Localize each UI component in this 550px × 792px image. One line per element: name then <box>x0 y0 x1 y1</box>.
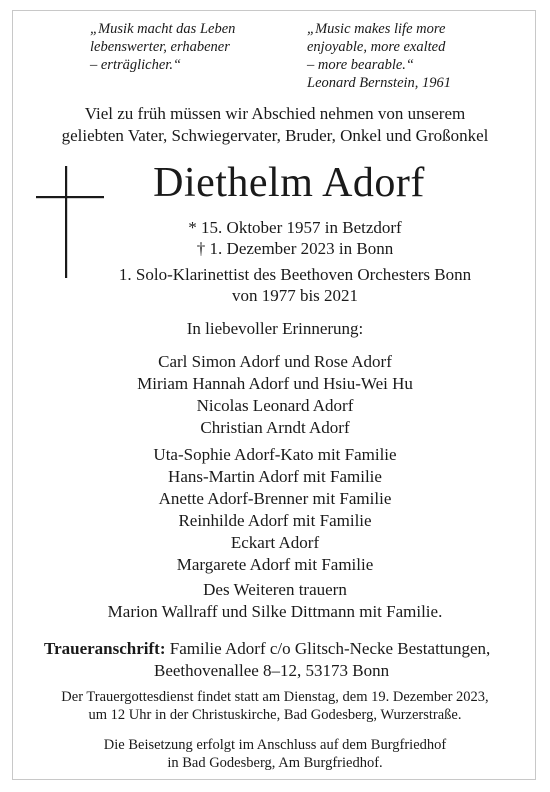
family-member: Christian Arndt Adorf <box>200 418 350 437</box>
quote-line: „Music makes life more <box>307 21 446 37</box>
other-mourners <box>0 579 550 623</box>
service-line: um 12 Uhr in der Christuskirche, Bad Godesberg, Wurzerstraße. <box>88 707 462 723</box>
quote-german <box>90 20 235 74</box>
family-group-extended <box>0 444 550 576</box>
service-line: Der Trauergottesdienst findet statt am Dienstag, dem 19. Dezember 2023, <box>61 689 489 705</box>
quote-attribution: Leonard Bernstein, 1961 <box>307 75 452 91</box>
quote-line: „Musik macht das Leben <box>90 21 236 37</box>
mourners-line: Des Weiteren trauern <box>203 580 347 599</box>
intro-line: Viel zu früh müssen wir Abschied nehmen von unserem <box>84 104 466 123</box>
quote-line: – erträglicher.“ <box>90 57 182 73</box>
family-member: Eckart Adorf <box>230 533 320 552</box>
intro-line: geliebten Vater, Schwiegervater, Bruder, Onkel und Großonkel <box>61 126 489 145</box>
family-member: Margarete Adorf mit Familie <box>176 555 374 574</box>
address-label: Traueranschrift: <box>44 639 166 658</box>
quote-english <box>307 20 451 92</box>
family-member: Hans-Martin Adorf mit Familie <box>168 467 382 486</box>
address-line-2: Beethovenallee 8–12, 53173 Bonn <box>154 661 390 680</box>
burial-line: Die Beisetzung erfolgt im Anschluss auf dem Burgfriedhof <box>103 737 447 753</box>
deceased-name: Diethelm Adorf <box>153 160 425 206</box>
mourners-line: Marion Wallraff und Silke Dittmann mit Familie. <box>107 602 443 621</box>
intro-text <box>0 103 550 147</box>
role-line: 1. Solo-Klarinettist des Beethoven Orchesters Bonn <box>118 265 472 284</box>
mourning-address <box>44 638 490 682</box>
burial-line: in Bad Godesberg, Am Burgfriedhof. <box>167 755 383 771</box>
burial-info <box>0 736 550 772</box>
family-member: Carl Simon Adorf und Rose Adorf <box>158 352 392 371</box>
quote-line: – more bearable.“ <box>307 57 414 73</box>
family-member: Uta-Sophie Adorf-Kato mit Familie <box>153 445 397 464</box>
family-member: Reinhilde Adorf mit Familie <box>178 511 372 530</box>
family-group-close <box>0 351 550 439</box>
funeral-service-info <box>0 688 550 724</box>
quote-line: lebenswerter, erhabener <box>90 39 230 55</box>
family-member: Nicolas Leonard Adorf <box>196 396 354 415</box>
address-line-1: Familie Adorf c/o Glitsch-Necke Bestattungen, <box>169 639 491 658</box>
deceased-role <box>0 264 550 306</box>
memory-heading: In liebevoller Erinnerung: <box>186 319 364 338</box>
role-line: von 1977 bis 2021 <box>231 286 359 305</box>
family-member: Miriam Hannah Adorf und Hsiu-Wei Hu <box>137 374 413 393</box>
life-dates <box>0 217 550 259</box>
death-date: † 1. Dezember 2023 in Bonn <box>196 239 394 258</box>
birth-date: * 15. Oktober 1957 in Betzdorf <box>188 218 402 237</box>
quote-line: enjoyable, more exalted <box>307 39 446 55</box>
family-member: Anette Adorf-Brenner mit Familie <box>158 489 392 508</box>
